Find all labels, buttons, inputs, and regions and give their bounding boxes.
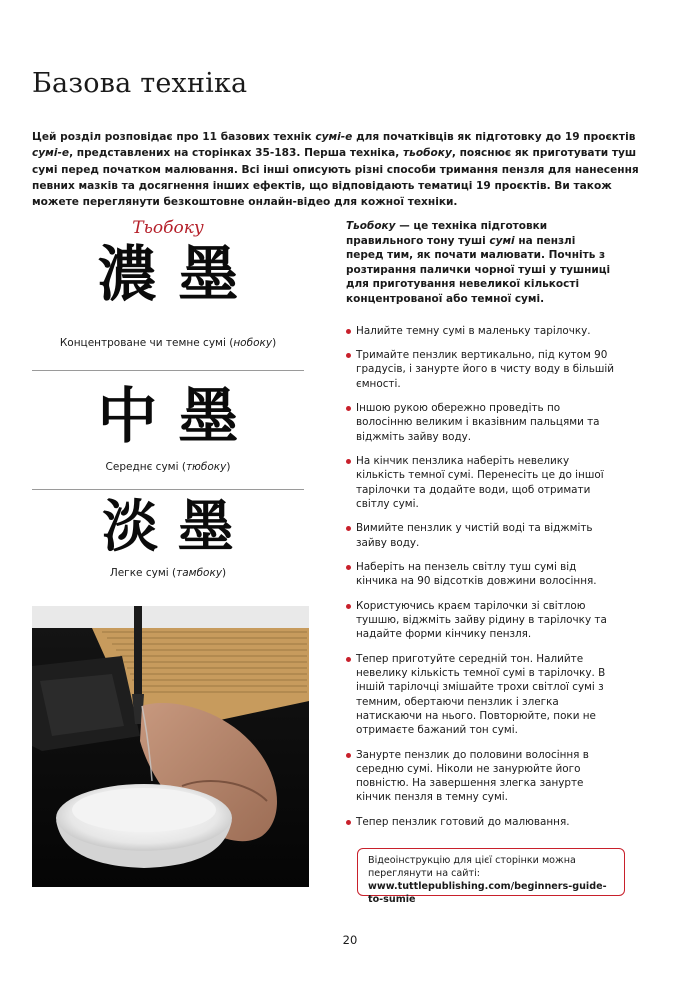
intro-text-2: для початківців як підготовку до 19 проєктів <box>352 131 636 143</box>
lead-text-1: — це техніка підготовки правильного тону туші <box>346 220 548 247</box>
bullet-dot <box>346 604 351 609</box>
page-number: 20 <box>342 933 358 947</box>
step-text: Іншою рукою обережно проведіть по волосінню великим і вказівним пальцями та віджміть зайву воду. <box>356 402 600 443</box>
intro-term-tyoboku: тьобоку <box>403 147 452 160</box>
caption-light-term: тамбоку <box>176 567 223 579</box>
step-item <box>346 560 614 588</box>
step-item <box>346 348 614 391</box>
caption-dark-term: нобоку <box>233 337 273 349</box>
ink-tone-dark <box>32 240 304 349</box>
intro-text-4: , пояснює як приготувати туш сумі перед початком малювання. Всі інші описують різні способи тримання пензля для нанесення певних мазків та досягнення інших ефектів, що відповідають тематиці 19 проєктів. Ви також можете переглянути безкоштовне онлайн-відео для кожної техніки. <box>32 147 639 209</box>
step-text: Вимийте пензлик у чистій воді та віджміть зайву воду. <box>356 522 593 549</box>
bullet-dot <box>346 565 351 570</box>
bullet-dot <box>346 657 351 662</box>
kanji-light-ink: 淡 墨 <box>102 494 234 560</box>
step-item <box>346 599 614 642</box>
intro-text-1: Цей розділ розповідає про 11 базових технік <box>32 131 316 143</box>
lead-text-2: на пензлі перед тим, як почати малювати. Почніть з розтирання палички чорної туші у тушниці для приготування невеликої кількості концентрованої або темної сумі. <box>346 234 611 305</box>
caption-dark-ink <box>32 337 304 349</box>
intro-term-sumie-2: сумі-е <box>32 147 70 160</box>
caption-medium-close: ) <box>226 461 231 473</box>
step-item <box>346 521 614 549</box>
ink-tone-medium <box>32 382 304 473</box>
technique-photo <box>32 606 309 887</box>
step-text: Тепер пензлик готовий до малювання. <box>356 815 570 828</box>
caption-medium-text: Середнє сумі ( <box>105 461 186 473</box>
caption-light-close: ) <box>222 567 227 579</box>
bullet-dot <box>346 353 351 358</box>
caption-light-ink <box>32 567 304 579</box>
video-callout-text: Відеоінструкцію для цієї сторінки можна переглянути на сайті: <box>368 855 576 879</box>
lead-term-sumi: сумі <box>489 234 515 247</box>
bullet-dot <box>346 329 351 334</box>
divider-1 <box>32 370 304 371</box>
step-text: Тепер приготуйте середній тон. Налийте невелику кількість темної сумі в тарілочку. В іншій тарілочці змішайте трохи світлої сумі з темним, обертаючи пензлик і злегка натискаючи на нього. Повторюйте, поки не отримаєте бажаний тон сумі. <box>356 652 606 736</box>
steps-list <box>346 324 614 829</box>
step-item <box>346 652 614 737</box>
brush-and-dish-illustration <box>32 606 309 887</box>
intro-paragraph <box>32 129 657 210</box>
caption-light-text: Легке сумі ( <box>109 567 177 579</box>
caption-medium-ink <box>32 461 304 473</box>
bullet-dot <box>346 753 351 758</box>
step-item <box>346 748 614 805</box>
ink-tone-light <box>32 494 304 579</box>
bullet-dot <box>346 526 351 531</box>
caption-dark-close: ) <box>272 337 277 349</box>
page-title: Базова техніка <box>32 68 248 99</box>
kanji-medium-ink: 中 墨 <box>97 382 239 452</box>
step-item <box>346 324 614 338</box>
video-callout <box>357 848 625 906</box>
bullet-dot <box>346 459 351 464</box>
caption-medium-term: тюбоку <box>185 461 227 473</box>
step-text: Тримайте пензлик вертикально, під кутом 90 градусів, і занурте його в чисту воду в більшій ємності. <box>356 349 614 390</box>
intro-term-sumie-1: сумі-е <box>315 131 353 143</box>
step-item <box>346 454 614 511</box>
video-link[interactable]: www.tuttlepublishing.com/beginners-guide-to-sumie <box>368 881 607 906</box>
step-text: Налийте темну сумі в маленьку тарілочку. <box>356 324 591 337</box>
step-item <box>346 401 614 444</box>
kanji-dark-ink: 濃 墨 <box>97 240 239 310</box>
step-item <box>346 815 614 829</box>
bullet-dot <box>346 820 351 825</box>
intro-text-3: , представлених на сторінках 35-183. Перша техніка, <box>69 147 403 160</box>
lead-term-tyoboku: Тьобоку <box>346 220 396 232</box>
step-text: Занурте пензлик до половини волосіння в середню сумі. Ніколи не занурюйте його повністю. На завершення злегка занурте кінчик пензля в темну сумі. <box>356 748 589 804</box>
divider-2 <box>32 489 304 490</box>
step-text: Користуючись краєм тарілочки зі світлою тушшю, віджміть зайву рідину в тарілочку та надайте форми кінчику пензля. <box>356 599 607 641</box>
caption-dark-text: Концентроване чи темне сумі ( <box>59 337 234 349</box>
bullet-dot <box>346 406 351 411</box>
step-text: На кінчик пензлика наберіть невелику кількість темної сумі. Перенесіть це до іншої тарілочки та додайте води, щоб отримати світлу сумі. <box>356 455 604 510</box>
technique-lead <box>346 219 614 307</box>
step-text: Наберіть на пензель світлу туш сумі від кінчика на 90 відсотків довжини волосіння. <box>356 561 597 588</box>
instructions-column <box>346 219 614 839</box>
technique-title: Тьобоку <box>132 218 204 238</box>
